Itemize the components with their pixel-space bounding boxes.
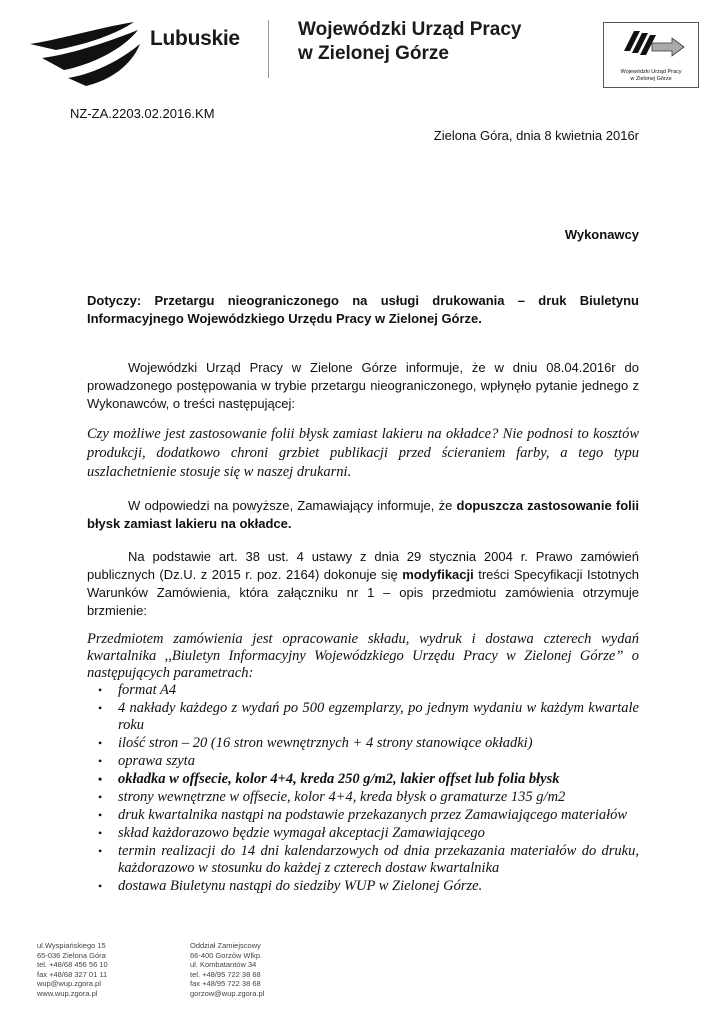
spec-item-text: dostawa Biuletynu nastąpi do siedziby WUP w Zielonej Górze. — [118, 878, 483, 894]
question-quote: Czy możliwe jest zastosowanie folii błysk zamiast lakieru na okładce? Nie podnosi to kosztów produkcji, dodatkowo chroni grzbiet publikacji przed ścieraniem farby, a tego typu uszlachetnienie stosuje się w naszej drukarni. — [87, 426, 639, 480]
spec-item — [98, 682, 639, 699]
wup-caption-line2: w Zielonej Górze — [630, 76, 672, 82]
letter-date: Zielona Góra, dnia 8 kwietnia 2016r — [433, 128, 639, 143]
wup-caption-line1: Wojewódzki Urząd Pracy — [620, 69, 682, 75]
spec-item — [98, 753, 639, 770]
spec-list — [87, 682, 639, 895]
brand-name: Lubuskie — [150, 27, 240, 50]
office-name-line1: Wojewódzki Urząd Pracy — [298, 19, 522, 40]
reference-number: NZ-ZA.2203.02.2016.KM — [70, 106, 215, 121]
recipient: Wykonawcy — [564, 227, 639, 242]
footer-line: 66-400 Gorzów Wlkp. — [190, 950, 263, 960]
spec-item — [98, 700, 639, 734]
spec-intro: Przedmiotem zamówienia jest opracowanie składu, wydruk i dostawa czterech wydań kwartalnika ,,Biuletyn Informacyjny Wojewódzkiego Urzędu Pracy w Zielonej Górze” o następujących parametrach: — [87, 631, 639, 681]
spec-item — [98, 771, 639, 788]
wup-emblem-icon — [604, 23, 698, 69]
footer-line: ul.Wyspiańskiego 15 — [37, 941, 106, 950]
subject: Dotyczy: Przetargu nieograniczonego na usługi drukowania – druk Biuletynu Informacyjnego Wojewódzkiego Urzędu Pracy w Zielonej Górze. — [87, 293, 639, 326]
footer-email[interactable]: wup@wup.zgora.pl — [37, 979, 101, 988]
intro-paragraph: Wojewódzki Urząd Pracy w Zielone Górze informuje, że w dniu 08.04.2016r do prowadzonego postępowania w trybie przetargu nieograniczonego, wpłynęło pytanie jednego z Wykonawców, o treści następującej: — [87, 360, 639, 411]
bullet-icon: • — [98, 683, 103, 697]
basis-text-end: treści Specyfikacji Istotnych Warunków Zamówienia, która załączniku nr 1 – opis przedmiotu zamówienia otrzymuje brzmienie: — [87, 567, 639, 618]
footer-line: Oddział Zamiejscowy — [190, 941, 261, 950]
spec-item — [98, 807, 639, 824]
bullet-icon: • — [98, 772, 103, 786]
spec-item-text: oprawa szyta — [118, 753, 195, 769]
basis-paragraph — [87, 548, 639, 620]
spec-item-text: skład każdorazowo będzie wymagał akceptacji Zamawiającego — [118, 825, 485, 841]
bullet-icon: • — [98, 701, 103, 715]
spec-item — [98, 843, 639, 877]
footer-address-branch — [190, 941, 264, 998]
wup-logo — [603, 22, 699, 88]
footer-email[interactable]: gorzow@wup.zgora.pl — [190, 988, 265, 998]
spec-item-text: termin realizacji do 14 dni kalendarzowych od dnia przekazania materiałów do druku, każdorazowo w stosunku do każdej z czterech dostaw kwartalnika — [118, 843, 639, 876]
spec-item-text: format A4 — [118, 682, 177, 698]
answer-bold: dopuszcza zastosowanie folii błysk zamiast lakieru na okładce. — [87, 498, 639, 531]
office-name — [298, 18, 522, 66]
answer-paragraph — [87, 497, 639, 533]
answer-text: W odpowiedzi na powyższe, Zamawiający informuje, że — [128, 498, 457, 513]
wup-caption — [604, 69, 698, 83]
footer-line: fax +48/95 722 38 68 — [190, 979, 261, 988]
footer-line: tel. +48/95 722 38 68 — [190, 969, 261, 979]
bullet-icon: • — [98, 736, 103, 750]
bullet-icon: • — [98, 879, 103, 893]
bullet-icon: • — [98, 808, 103, 822]
spec-item-text: strony wewnętrzne w offsecie, kolor 4+4, kreda błysk o gramaturze 135 g/m2 — [118, 789, 566, 805]
spec-item — [98, 825, 639, 842]
lubuskie-logo — [28, 14, 248, 94]
basis-text: Na podstawie art. 38 ust. 4 ustawy z dnia 29 stycznia 2004 r. Prawo zamówień publicznych (Dz.U. z 2015 r. poz. 2164) dokonuje się — [87, 549, 639, 582]
footer-line: ul. Kombatantów 34 — [190, 960, 257, 969]
spec-item — [98, 878, 639, 895]
lubuskie-swoosh-icon — [28, 14, 148, 94]
footer-line: tel. +48/68 456 56 10 — [37, 960, 108, 969]
footer-line: fax +48/68 327 01 11 — [37, 969, 108, 979]
bullet-icon: • — [98, 754, 103, 768]
spec-item-text: druk kwartalnika nastąpi na podstawie przekazanych przez Zamawiającego materiałów — [118, 807, 628, 823]
spec-item-text: ilość stron – 20 (16 stron wewnętrznych + 4 strony stanowiące okładki) — [118, 735, 533, 751]
bullet-icon: • — [98, 844, 103, 858]
bullet-icon: • — [98, 790, 103, 804]
basis-bold: modyfikacji — [402, 567, 474, 582]
footer-website[interactable]: www.wup.zgora.pl — [37, 988, 98, 998]
specification — [87, 631, 639, 896]
footer-address-main — [37, 941, 108, 998]
footer-line: 65-036 Zielona Góra — [37, 950, 106, 960]
spec-item — [98, 789, 639, 806]
spec-item-text: okładka w offsecie, kolor 4+4, kreda 250 g/m2, lakier offset lub folia błysk — [118, 771, 560, 787]
header-divider — [268, 20, 269, 78]
bullet-icon: • — [98, 826, 103, 840]
office-name-line2: w Zielonej Górze — [298, 43, 449, 64]
spec-item-text: 4 nakłady każdego z wydań po 500 egzemplarzy, po jednym wydaniu w każdym kwartale roku — [118, 700, 639, 733]
spec-item — [98, 735, 639, 752]
